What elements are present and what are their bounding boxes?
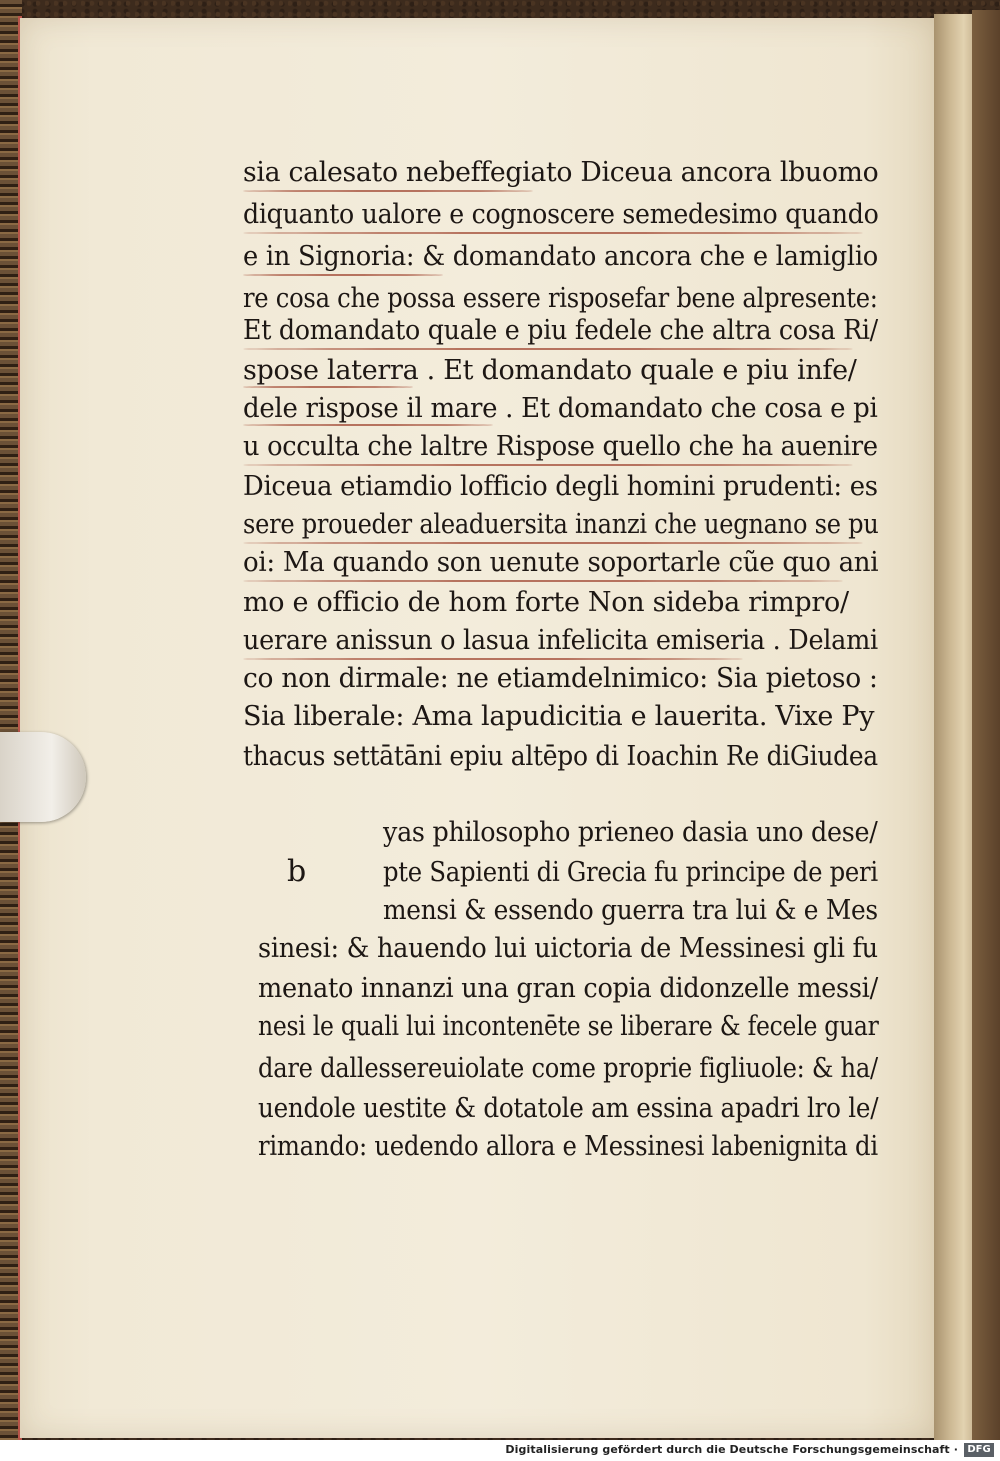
ink-underline bbox=[243, 464, 853, 466]
text-line: sia calesato nebeffegiato Diceua ancora lbuomo bbox=[243, 157, 879, 188]
ink-underline bbox=[243, 348, 853, 350]
ink-underline bbox=[243, 658, 743, 660]
ink-underline bbox=[243, 580, 843, 582]
dfg-logo: DFG bbox=[964, 1443, 994, 1457]
text-line: re cosa che possa essere risposefar bene alpresente: bbox=[243, 283, 878, 314]
text-line: co non dirmale: ne etiamdelnimico: Sia pietoso : bbox=[243, 663, 878, 694]
text-line: nesi le quali lui incontenēte se liberare & fecele guar bbox=[258, 1011, 879, 1042]
page-clip bbox=[0, 732, 86, 822]
text-line: sere proueder aleaduersita inanzi che uegnano se pu bbox=[243, 509, 879, 540]
text-line: Diceua etiamdio lofficio degli homini prudenti: es bbox=[243, 471, 878, 502]
text-line: uendole uestite & dotatole am essina apadri lro le/ bbox=[258, 1093, 879, 1124]
ink-underline bbox=[243, 232, 863, 234]
text-line: dele rispose il mare . Et domandato che cosa e pi bbox=[243, 393, 878, 424]
text-line: mensi & essendo guerra tra lui & e Mes bbox=[383, 895, 878, 926]
ink-underline bbox=[243, 386, 413, 388]
text-line: mo e officio de hom forte Non sideba rimpro/ bbox=[243, 587, 849, 618]
text-line: u occulta che laltre Rispose quello che ha auenire bbox=[243, 431, 878, 462]
funding-credit: Digitalisierung gefördert durch die Deutsche Forschungsgemeinschaft · bbox=[505, 1443, 958, 1456]
text-line: diquanto ualore e cognoscere semedesimo quando bbox=[243, 199, 879, 230]
text-line: spose laterra . Et domandato quale e piu infe/ bbox=[243, 355, 857, 386]
text-line: dare dallessereuiolate come proprie figliuole: & ha/ bbox=[258, 1053, 878, 1084]
text-line: thacus settātāni epiu altēpo di Ioachin Re diGiudea bbox=[243, 741, 878, 772]
ink-underline bbox=[243, 424, 493, 426]
text-line: uerare anissun o lasua infelicita emiseria . Delami bbox=[243, 625, 878, 656]
text-line: Et domandato quale e piu fedele che altra cosa Ri/ bbox=[243, 315, 878, 346]
text-line: sinesi: & hauendo lui uictoria de Messinesi gli fu bbox=[258, 933, 878, 964]
initial-letter: b bbox=[287, 854, 307, 889]
text-line: yas philosopho prieneo dasia uno dese/ bbox=[383, 817, 878, 848]
ink-underline bbox=[243, 190, 533, 192]
ink-underline bbox=[243, 274, 443, 276]
text-line: pte Sapienti di Grecia fu principe de peri bbox=[383, 857, 878, 888]
ink-underline bbox=[243, 542, 863, 544]
text-line: Sia liberale: Ama lapudicitia e lauerita. Vixe Py bbox=[243, 701, 875, 732]
text-line: e in Signoria: & domandato ancora che e lamiglio bbox=[243, 241, 879, 272]
text-line: oi: Ma quando son uenute soportarle cũe quo ani bbox=[243, 547, 879, 578]
text-line: rimando: uedendo allora e Messinesi labenignita di bbox=[258, 1131, 878, 1162]
book-binding-right bbox=[972, 10, 1000, 1440]
text-line: menato innanzi una gran copia didonzelle messi/ bbox=[258, 973, 878, 1004]
footer-bar bbox=[0, 1440, 1000, 1461]
